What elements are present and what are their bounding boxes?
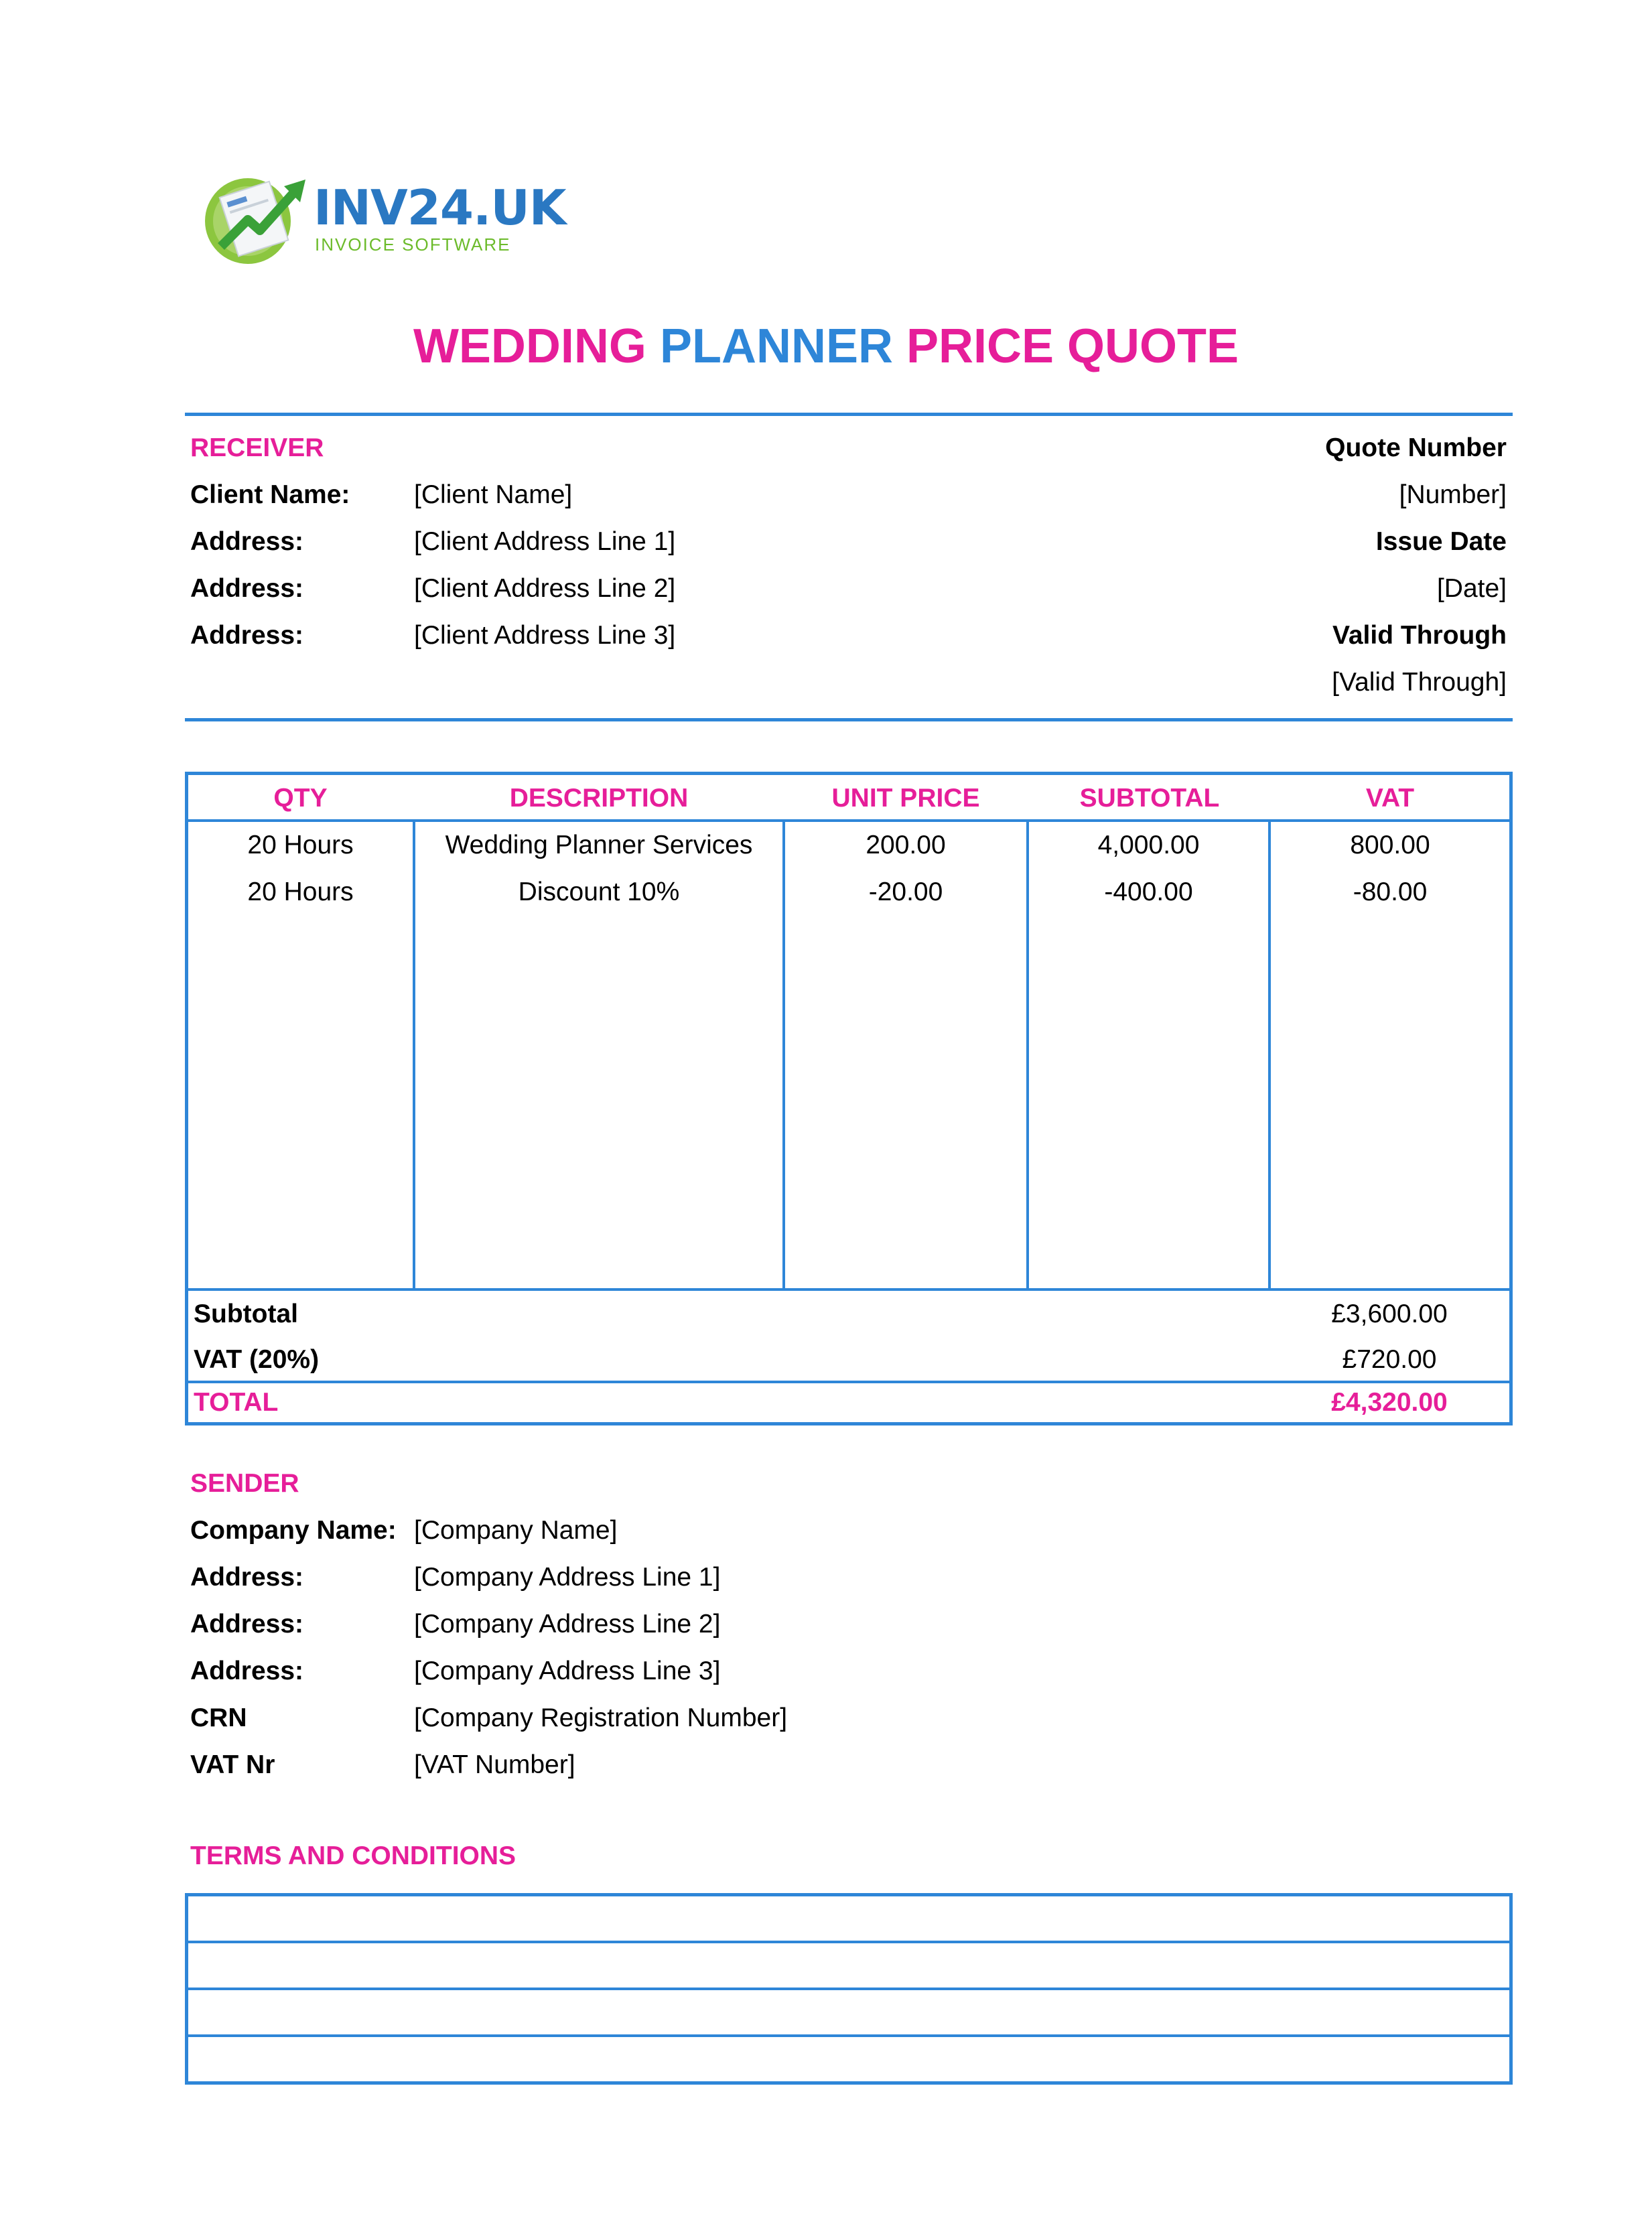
sender-label: VAT Nr [190, 1750, 275, 1779]
cell-description: Wedding Planner Services [445, 831, 753, 859]
cell-qty: 20 Hours [247, 878, 354, 906]
cell-vat: -80.00 [1353, 878, 1428, 906]
sender-address-2: [Company Address Line 2] [414, 1610, 721, 1639]
column-header-unit-price: UNIT PRICE [831, 784, 980, 813]
quote-number-value: [Number] [1399, 480, 1507, 509]
subtotal-label: Subtotal [194, 1300, 298, 1328]
sender-label: Address: [190, 1657, 304, 1685]
title-part-planner: PLANNER [659, 320, 893, 373]
receiver-heading: RECEIVER [190, 433, 324, 462]
sender-company-name: [Company Name] [414, 1516, 618, 1545]
cell-subtotal: -400.00 [1104, 878, 1193, 906]
vat-label: VAT (20%) [194, 1345, 320, 1374]
cell-vat: 800.00 [1350, 831, 1430, 859]
divider-top [185, 413, 1513, 416]
receiver-label: Address: [190, 574, 304, 603]
receiver-address-1: [Client Address Line 1] [414, 527, 676, 556]
issue-date-label: Issue Date [1375, 527, 1507, 556]
subtotal-value: £3,600.00 [1331, 1300, 1448, 1328]
terms-heading: TERMS AND CONDITIONS [190, 1841, 517, 1870]
valid-through-label: Valid Through [1332, 621, 1507, 650]
cell-qty: 20 Hours [247, 831, 354, 859]
column-header-description: DESCRIPTION [509, 784, 689, 813]
quote-number-label: Quote Number [1325, 433, 1507, 462]
issue-date-value: [Date] [1436, 574, 1507, 603]
sender-address-3: [Company Address Line 3] [414, 1657, 721, 1685]
cell-description: Discount 10% [518, 878, 680, 906]
items-table [185, 772, 1513, 1425]
total-label: TOTAL [194, 1388, 279, 1417]
cell-unit-price: 200.00 [866, 831, 946, 859]
title-part-wedding: WEDDING [413, 320, 646, 373]
title-part-price-quote: PRICE QUOTE [906, 320, 1239, 373]
valid-through-value: [Valid Through] [1332, 668, 1507, 697]
sender-label: Address: [190, 1610, 304, 1639]
total-value: £4,320.00 [1331, 1388, 1448, 1417]
sender-label: Address: [190, 1563, 304, 1592]
cell-subtotal: 4,000.00 [1097, 831, 1200, 859]
column-header-vat: VAT [1365, 784, 1415, 813]
terms-row-divider [188, 2034, 1509, 2037]
receiver-address-3: [Client Address Line 3] [414, 621, 676, 650]
sender-vat-number: [VAT Number] [414, 1750, 575, 1779]
column-header-subtotal: SUBTOTAL [1079, 784, 1220, 813]
cell-unit-price: -20.00 [868, 878, 943, 906]
document-title [0, 316, 1652, 376]
receiver-label: Address: [190, 621, 304, 650]
terms-row-divider [188, 1988, 1509, 1990]
sender-label: Company Name: [190, 1516, 397, 1545]
column-header-qty: QTY [273, 784, 328, 813]
logo-tagline: INVOICE SOFTWARE [315, 234, 511, 255]
logo-wordmark: INV24.UK [314, 180, 566, 236]
receiver-label: Client Name: [190, 480, 350, 509]
terms-table [185, 1893, 1513, 2085]
divider-middle [185, 718, 1513, 721]
receiver-label: Address: [190, 527, 304, 556]
receiver-client-name: [Client Name] [414, 480, 573, 509]
receiver-address-2: [Client Address Line 2] [414, 574, 676, 603]
terms-row-divider [188, 1941, 1509, 1943]
sender-heading: SENDER [190, 1469, 299, 1498]
sender-crn: [Company Registration Number] [414, 1703, 788, 1732]
company-logo [201, 167, 566, 268]
logo-chart-icon [201, 167, 315, 268]
sender-label: CRN [190, 1703, 247, 1732]
vat-value: £720.00 [1342, 1345, 1437, 1374]
sender-address-1: [Company Address Line 1] [414, 1563, 721, 1592]
